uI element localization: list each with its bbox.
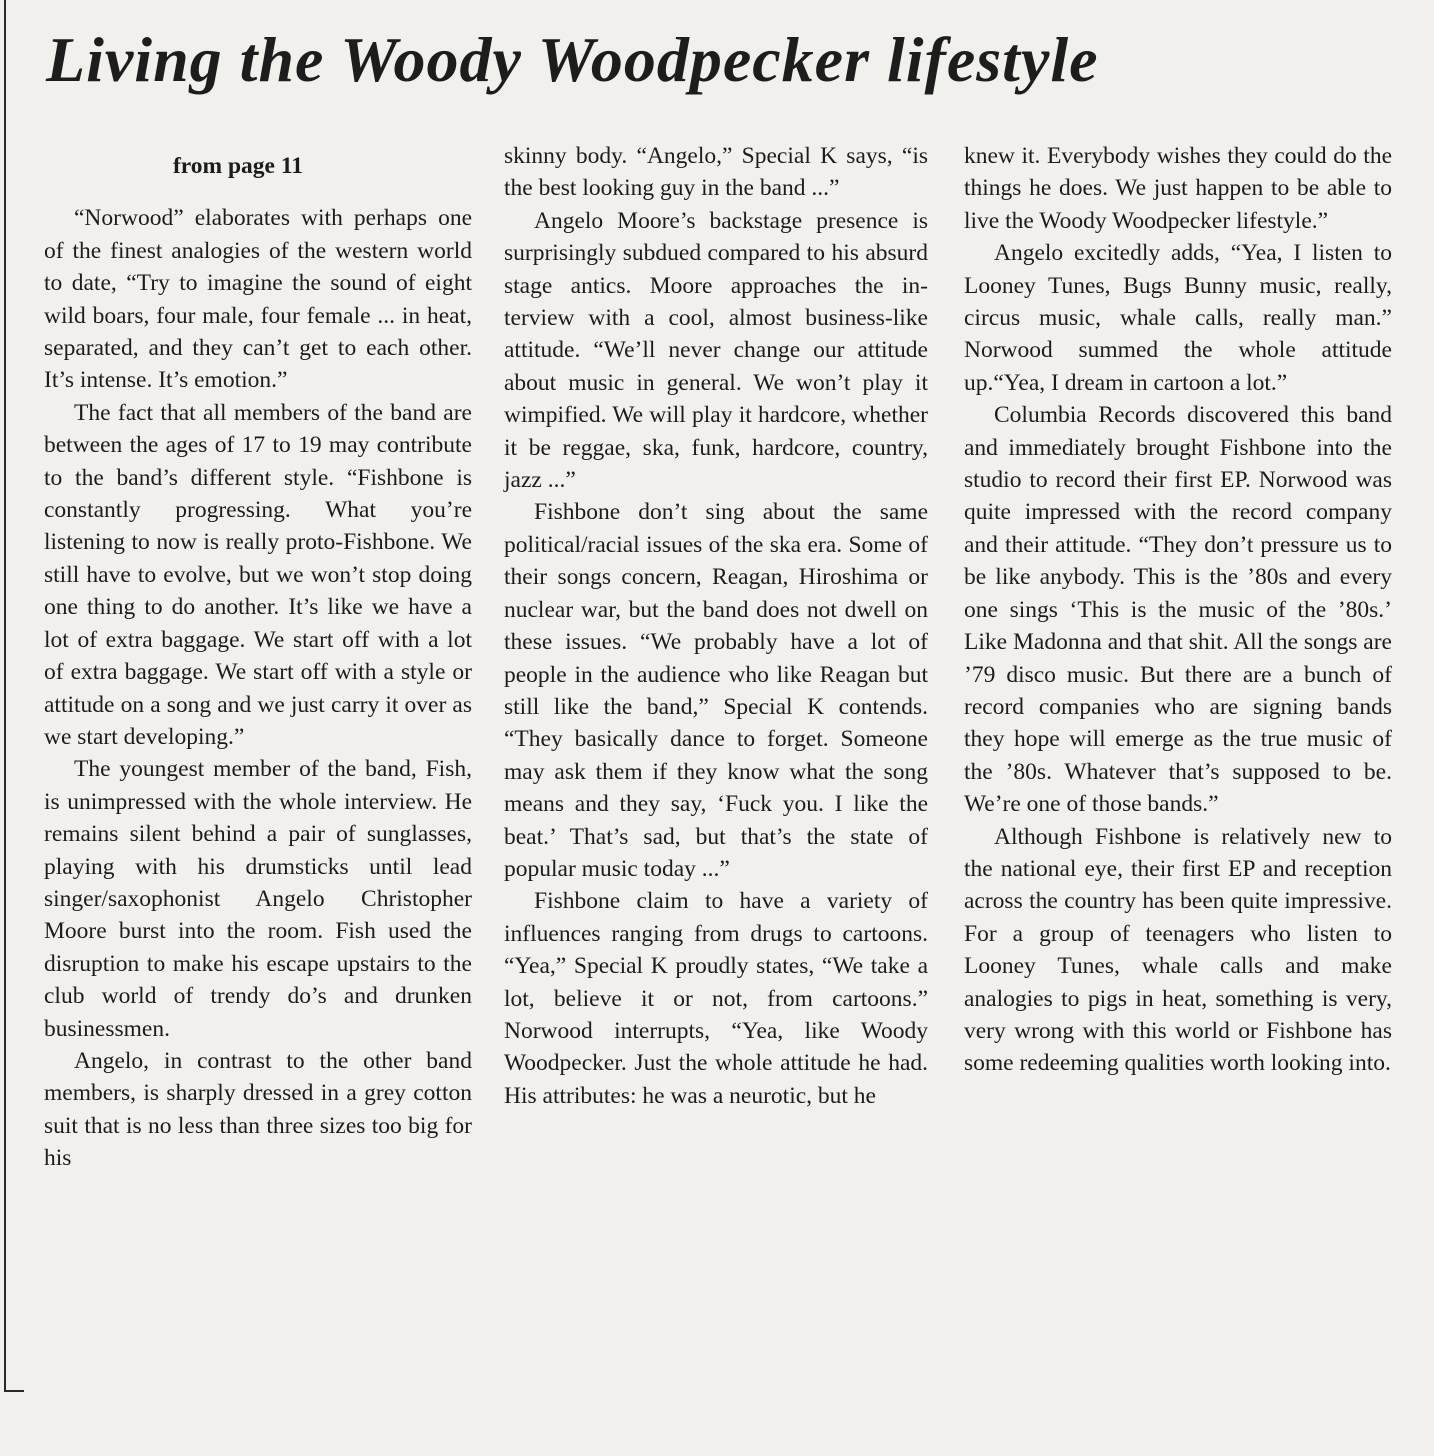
paragraph-continued: skinny body. “Angelo,” Special K says, “is the best looking guy in the band ...” [504,143,928,202]
bottom-rule [4,1390,24,1392]
paragraph: Fishbone claim to have a variety of influences ranging from drugs to cartoons. “Yea,” Special K proudly states, “We take a lot, believe it or not, from cartoons.” Norwood interrupts, “Yea, like Woody Woodpecker. Just the whole attitude he had. His attributes: he was a neurotic, but he [504,888,928,1109]
paragraph: Angelo Moore’s backstage presence is surprisingly subdued compared to his absurd stage antics. Moore approaches the interview with a cool, almost business-like attitude. “We’ll never change our attitude about music in general. We won’t play it wimpified. We will play it hardcore, whether it be reggae, ska, funk, hardcore, country, jazz ...” [504,207,928,494]
column-rule [4,0,6,1392]
article-column-3 [964,140,1392,1080]
article-column-1 [44,140,472,1175]
paragraph: “Norwood” elaborates with perhaps one of the finest analogies of the western world to date, “Try to imagine the sound of eight wild boars, four male, four female ... in heat, separated, and they can’t get to each other. It’s intense. It’s emotion.” [44,205,472,394]
paragraph: Angelo, in contrast to the other band members, is sharply dressed in a grey cotton suit that is no less than three sizes too big for his [44,1047,472,1172]
paragraph: Columbia Records discovered this band and immediately brought Fishbone into the studio to record their first EP. Norwood was quite impressed with the record company and their attitude. “They don’t pressure us to be like anybody. This is the ’80s and every one sings ‘This is the music of the ’80s.’ Like Madonna and that shit. All the songs are ’79 disco music. But there are a bunch of record companies who are signing bands they hope will emerge as the true music of the ’80s. Whatever that’s supposed to be. We’re one of those bands.” [964,402,1392,818]
paragraph: Although Fishbone is relatively new to the national eye, their first EP and reception across the country has been quite impressive. For a group of teenagers who listen to Looney Tunes, whale calls and make analogies to pigs in heat, something is very, very wrong with this world or Fishbone has some redeeming qualities worth looking into. [964,823,1392,1077]
paragraph: The youngest member of the band, Fish, is unimpressed with the whole interview. He remains silent behind a pair of sunglasses, playing with his drumsticks until lead singer/saxophonist Angelo Christopher Moore burst into the room. Fish used the disruption to make his escape upstairs to the club world of trendy do’s and drunken businessmen. [44,756,472,1042]
headline: Living the Woody Woodpecker lifestyle [46,24,1099,95]
paragraph-continued: knew it. Everybody wishes they could do the things he does. We just happen to be able to live the Woody Woodpecker lifestyle.” [964,143,1392,234]
paragraph: The fact that all members of the band are between the ages of 17 to 19 may contribute to the band’s different style. “Fishbone is constantly progressing. What you’re listening to now is really proto-Fishbone. We still have to evolve, but we won’t stop doing one thing to do another. It’s like we have a lot of extra baggage. We start off with a lot of extra baggage. We start off with a style or attitude on a song and we just carry it over as we start developing.” [44,399,472,750]
jump-line: from page 11 [172,153,304,179]
paragraph: Angelo excitedly adds, “Yea, I listen to Looney Tunes, Bugs Bunny music, really, circus music, whale calls, really man.” Norwood summed the whole attitude up.“Yea, I dream in cartoon a lot.” [964,240,1392,396]
article-column-2 [504,140,928,1112]
paragraph: Fishbone don’t sing about the same political/racial issues of the ska era. Some of their songs concern, Reagan, Hiroshima or nuclear war, but the band does not dwell on these issues. “We probably have a lot of people in the audience who like Reagan but still like the band,” Special K contends. “They basically dance to forget. Someone may ask them if they know what the song means and they say, ‘Fuck you. I like the beat.’ That’s sad, but that’s the state of popular music today ...” [504,499,928,882]
